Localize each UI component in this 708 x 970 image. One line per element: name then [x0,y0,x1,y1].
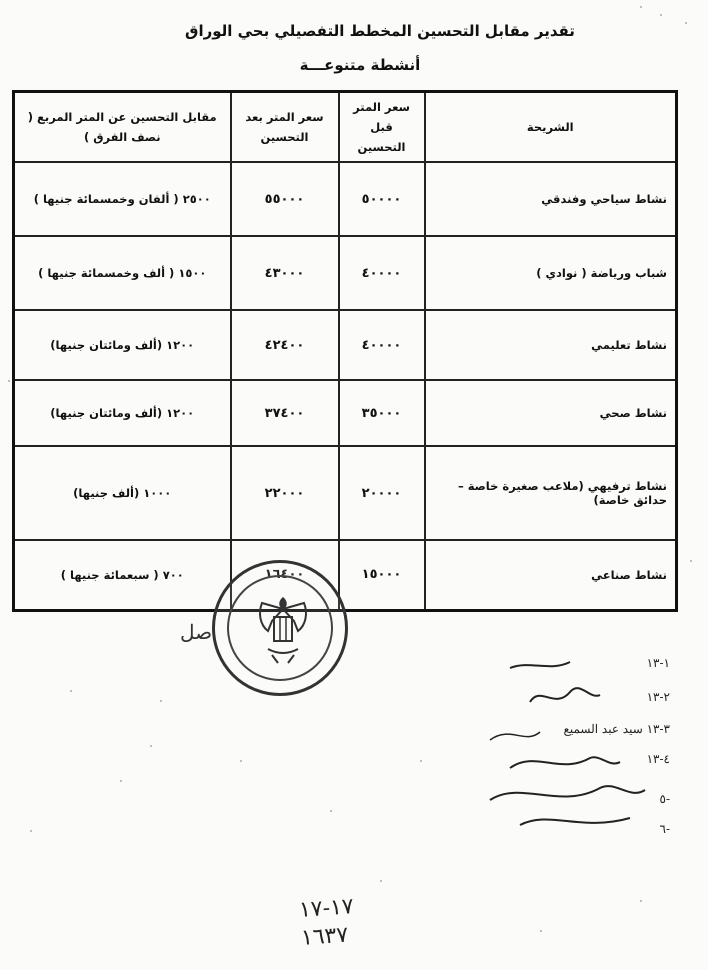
row-category: نشاط سياحي وفندقي [425,162,677,236]
row-category: نشاط ترفيهي (ملاعب صغيرة خاصة – حدائق خاصة) [425,446,677,540]
document-subtitle: أنشطة متنوعـــة [299,56,421,74]
table-row [14,236,677,310]
row-price-before: ٣٥٠٠٠ [339,380,425,446]
row-improvement: ٧٠٠ ( سبعمائة جنيها ) [14,540,231,610]
improvement-table [12,90,678,612]
row-price-after: ٣٧٤٠٠ [231,380,339,446]
row-improvement: ٢٥٠٠ ( ألفان وخمسمائة جنيها ) [14,162,231,236]
table-row [14,162,677,236]
row-price-after: ٢٢٠٠٠ [231,446,339,540]
header-improvement: مقابل التحسين عن المتر المربع ( نصف الفرق ) [14,92,231,163]
handwritten-date [298,893,356,953]
signature-line: ٢-١٣ [646,690,670,704]
header-price-after: سعر المتر بعد التحسين [231,92,339,163]
header-category: الشريحة [425,92,677,163]
signature-line: ٣-١٣ سيد عبد السميع [563,722,670,736]
row-improvement: ١٢٠٠ (ألف ومائتان جنيها) [14,310,231,380]
row-improvement: ١٥٠٠ ( ألف وخمسمائة جنيها ) [14,236,231,310]
row-price-after: ٥٥٠٠٠ [231,162,339,236]
row-price-before: ٤٠٠٠٠ [339,310,425,380]
document-title: تقدير مقابل التحسين المخطط التفصيلي بحي الوراق [185,22,575,40]
table-row [14,310,677,380]
header-price-before: سعر المتر قبل التحسين [339,92,425,163]
row-price-before: ٤٠٠٠٠ [339,236,425,310]
row-improvement: ١٢٠٠ (ألف ومائتان جنيها) [14,380,231,446]
row-category: نشاط صناعي [425,540,677,610]
table-row [14,540,677,610]
handwritten-date-line2: ١٦٣٧ [300,922,350,951]
row-price-after: ٤٣٠٠٠ [231,236,339,310]
row-category: نشاط صحي [425,380,677,446]
table-row [14,380,677,446]
row-category: نشاط تعليمي [425,310,677,380]
signature-line: ٦- [659,822,670,836]
table-row [14,446,677,540]
handwritten-mark: صل [180,620,213,644]
row-category: شباب ورياضة ( نوادي ) [425,236,677,310]
row-price-before: ٢٠٠٠٠ [339,446,425,540]
signature-line: ٥- [659,792,670,806]
signature-line: ١-١٣ [646,656,670,670]
row-price-after: ١٦٤٠٠ [231,540,339,610]
signature-scribbles [480,650,680,840]
row-price-before: ١٥٠٠٠ [339,540,425,610]
official-stamp [212,560,348,696]
table-header-row [14,92,677,163]
row-improvement: ١٠٠٠ (ألف جنيها) [14,446,231,540]
signature-line: ٤-١٣ [646,752,670,766]
eagle-emblem-icon [248,591,318,671]
row-price-before: ٥٠٠٠٠ [339,162,425,236]
row-price-after: ٤٢٤٠٠ [231,310,339,380]
handwritten-date-line1: ١٧-١٧ [298,894,355,923]
